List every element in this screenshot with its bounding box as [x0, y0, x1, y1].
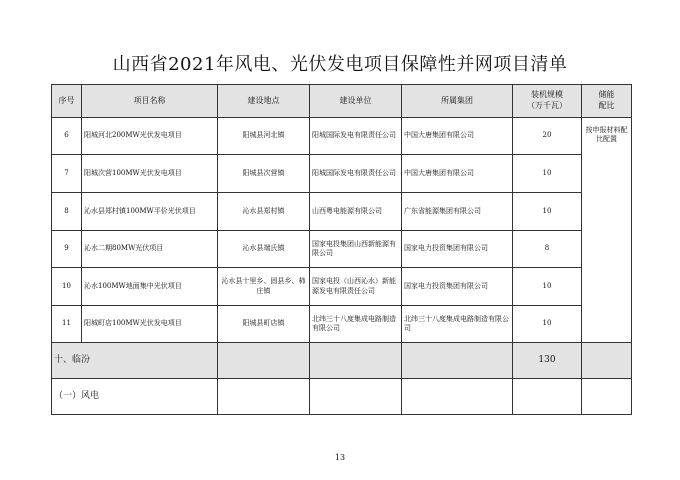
- table-row: [52, 193, 632, 231]
- cell-location: 沁水县端氏镇: [218, 231, 310, 268]
- cell-capacity: 8: [513, 231, 582, 268]
- header-capacity-line2: （万千瓦）: [527, 101, 567, 110]
- cell-group: 北纬三十八度集成电路制造有限公司: [402, 306, 513, 343]
- cell-unit: 山西粤电能源有限公司: [310, 193, 402, 231]
- header-storage-line2: 配比: [598, 101, 615, 110]
- cell-project-name: 沁水县郑村镇100MW平价光伏项目: [82, 193, 218, 231]
- cell-group: 中国大唐集团有限公司: [402, 118, 513, 155]
- subsection-empty-cell: [402, 379, 513, 415]
- header-capacity: [513, 85, 582, 118]
- section-row: [52, 343, 632, 379]
- header-storage: [582, 85, 632, 118]
- cell-group: 中国大唐集团有限公司: [402, 155, 513, 193]
- cell-project-name: 沁水100MW地面集中光伏项目: [82, 268, 218, 306]
- header-storage-line1: 储能: [598, 90, 615, 100]
- cell-capacity: 10: [513, 155, 582, 193]
- cell-location: 沁水县十里乡、固县乡、柿庄镇: [218, 268, 310, 306]
- section-capacity: 130: [513, 343, 582, 379]
- cell-unit: 国家电投（山西沁水）新能源发电有限责任公司: [310, 268, 402, 306]
- header-group: 所属集团: [402, 85, 513, 118]
- table-row: [52, 118, 632, 155]
- page-number: 13: [334, 453, 346, 462]
- header-location: 建设地点: [218, 85, 310, 118]
- cell-seq: 8: [52, 193, 82, 231]
- subsection-label: （一）风电: [52, 379, 218, 415]
- cell-unit: 阳城国际发电有限责任公司: [310, 155, 402, 193]
- page-title: 山西省2021年风电、光伏发电项目保障性并网项目清单: [112, 54, 568, 75]
- project-table: [51, 84, 632, 415]
- section-empty-cell: [582, 343, 632, 379]
- subsection-empty-cell: [582, 379, 632, 415]
- cell-group: 国家电力投资集团有限公司: [402, 268, 513, 306]
- cell-location: 阳城县次营镇: [218, 155, 310, 193]
- cell-seq: 7: [52, 155, 82, 193]
- cell-project-name: 阳城町店100MW光伏发电项目: [82, 306, 218, 343]
- table-row: [52, 268, 632, 306]
- cell-seq: 9: [52, 231, 82, 268]
- cell-seq: 10: [52, 268, 82, 306]
- cell-unit: 北纬三十八度集成电路制造有限公司: [310, 306, 402, 343]
- header-project-name: 项目名称: [82, 85, 218, 118]
- subsection-empty-cell: [310, 379, 402, 415]
- cell-location: 沁水县郑村镇: [218, 193, 310, 231]
- cell-project-name: 阳城次营100MW光伏发电项目: [82, 155, 218, 193]
- cell-location: 阳城县河北镇: [218, 118, 310, 155]
- cell-capacity: 10: [513, 193, 582, 231]
- cell-group: 国家电力投资集团有限公司: [402, 231, 513, 268]
- cell-project-name: 阳城河北200MW光伏发电项目: [82, 118, 218, 155]
- header-capacity-line1: 装机规模: [531, 90, 563, 100]
- cell-unit: 阳城国际发电有限责任公司: [310, 118, 402, 155]
- section-empty-cell: [402, 343, 513, 379]
- cell-location: 阳城县町店镇: [218, 306, 310, 343]
- cell-seq: 6: [52, 118, 82, 155]
- table-row: [52, 231, 632, 268]
- subsection-row: [52, 379, 632, 415]
- cell-storage-note: 按申报材料配比配置: [582, 118, 632, 343]
- header-unit: 建设单位: [310, 85, 402, 118]
- cell-project-name: 沁水二期80MW光伏项目: [82, 231, 218, 268]
- cell-group: 广东省能源集团有限公司: [402, 193, 513, 231]
- table-row: [52, 155, 632, 193]
- table-row: [52, 306, 632, 343]
- header-seq: 序号: [52, 85, 82, 118]
- cell-seq: 11: [52, 306, 82, 343]
- cell-capacity: 20: [513, 118, 582, 155]
- table-header-row: [52, 85, 632, 118]
- section-empty-cell: [310, 343, 402, 379]
- cell-capacity: 10: [513, 268, 582, 306]
- subsection-empty-cell: [513, 379, 582, 415]
- section-empty-cell: [218, 343, 310, 379]
- subsection-empty-cell: [218, 379, 310, 415]
- cell-unit: 国家电投集团山西新能源有限公司: [310, 231, 402, 268]
- section-label: 十、临汾: [52, 343, 218, 379]
- cell-capacity: 10: [513, 306, 582, 343]
